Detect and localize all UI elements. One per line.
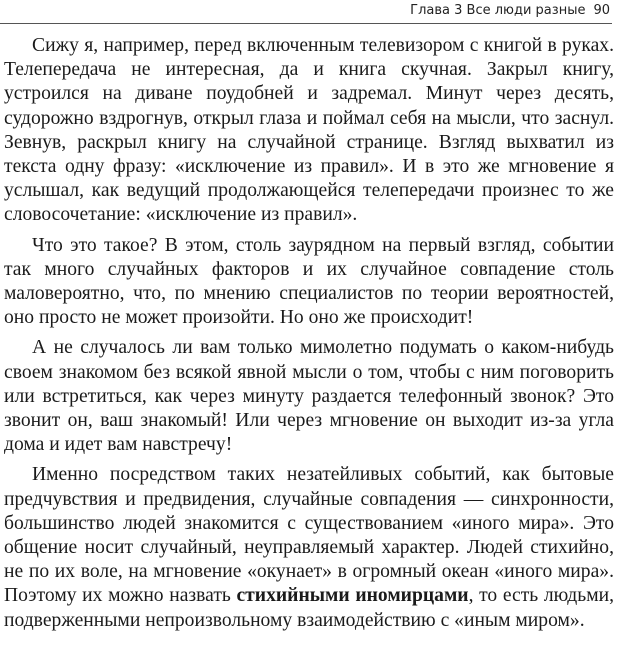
paragraph-2: Что это такое? В этом, столь заурядном на первый взгляд, событии так много случайных факторов и их случайное совпадение столь маловероятно, что, по мнению специалистов по теории вероятностей, оно просто не может произойти. Но оно же происходит! [4, 234, 614, 329]
bold-term: стихийными иномирцами [236, 585, 469, 607]
paragraph-1: Сижу я, например, перед включенным телевизором с книгой в руках. Телепередача не интересная, да и книга скучная. Закрыл книгу, устроился на диване поудобней и задремал. Минут через десять, судорожно вздрогнув, открыл глаза и поймал себя на мысли, что заснул. Зевнув, раскрыл книгу на случайной странице. Взгляд выхватил из текста одну фразу: «исключение из правил». И в это же мгновение я услышал, как ведущий продолжающейся телепередачи произнес то же словосочетание: «исключение из правил». [4, 35, 614, 226]
paragraph-3: А не случалось ли вам только мимолетно подумать о каком-нибудь своем знакомом без всякой явной мысли о том, чтобы с ним поговорить или встретиться, как через минуту раздается телефонный звонок? Это звонит он, ваш знакомый! Или через мгновение он выходит из-за угла дома и идет вам навстречу! [4, 337, 614, 456]
paragraph-4 [4, 463, 614, 632]
paragraph-4-text-after: , то есть людьми, подверженными непроизвольному взаимодействию с «иным миром». [4, 585, 614, 631]
chapter-title: Глава 3 Все люди разные [410, 3, 586, 18]
paragraph-4-text-before: Именно посредством таких незатейливых событий, как бытовые предчувствия и предвидения, случайные совпадения — синхронности, большинство людей знакомится с существованием «иного мира». Это общение носит случайный, неуправляемый характер. Людей стихийно, не по их воле, на мгновение «окунает» в огромный океан «иного мира». Поэтому их можно назвать [4, 464, 614, 607]
page-number: 90 [593, 3, 610, 18]
running-header [410, 3, 610, 18]
header-rule [0, 23, 612, 24]
body-text [4, 34, 614, 639]
